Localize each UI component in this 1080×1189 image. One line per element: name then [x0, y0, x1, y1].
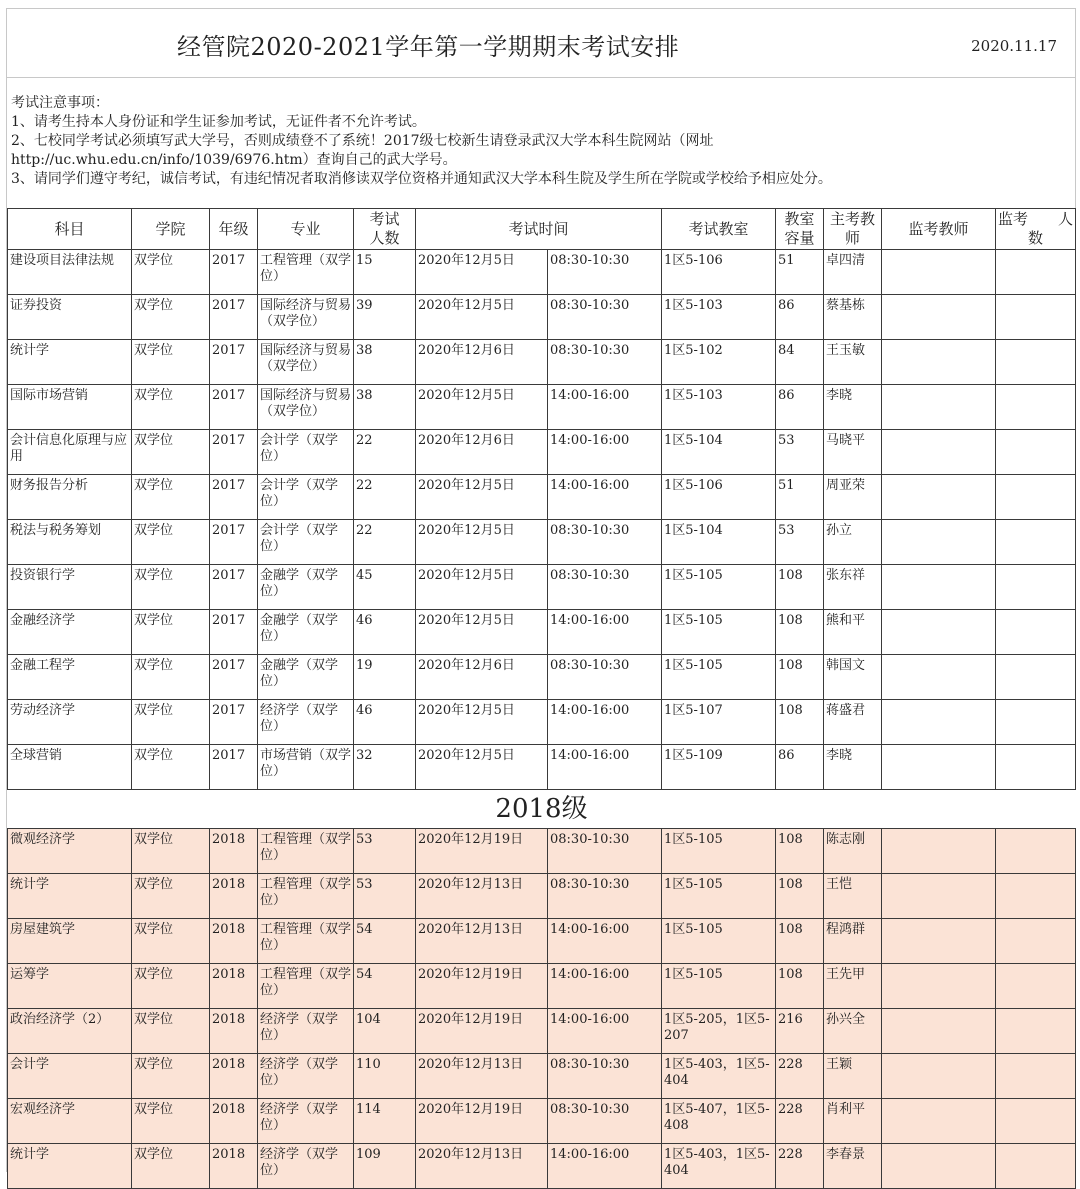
rows-2017 — [8, 250, 1076, 790]
subject-cell: 微观经济学 — [8, 829, 132, 874]
grade-cell: 2017 — [210, 745, 258, 790]
chief-teacher-cell: 韩国文 — [824, 655, 882, 700]
date-cell: 2020年12月19日 — [416, 1099, 548, 1144]
college-cell: 双学位 — [132, 295, 210, 340]
proctor-count-cell — [996, 610, 1076, 655]
proctor-teacher-cell — [882, 295, 996, 340]
count-cell: 53 — [354, 829, 416, 874]
date-cell: 2020年12月6日 — [416, 655, 548, 700]
proctor-count-cell — [996, 829, 1076, 874]
header-cell: 学院 — [132, 209, 210, 250]
table-row — [8, 520, 1076, 565]
room-cell: 1区5-104 — [662, 430, 776, 475]
header-cell: 主考教 师 — [824, 209, 882, 250]
capacity-cell: 53 — [776, 430, 824, 475]
major-cell: 经济学（双学位） — [258, 700, 354, 745]
proctor-count-cell — [996, 340, 1076, 385]
major-cell: 会计学（双学位） — [258, 430, 354, 475]
college-cell: 双学位 — [132, 475, 210, 520]
grade-cell: 2017 — [210, 610, 258, 655]
count-cell: 109 — [354, 1144, 416, 1189]
major-cell: 工程管理（双学位） — [258, 874, 354, 919]
major-cell: 国际经济与贸易（双学位） — [258, 340, 354, 385]
capacity-cell: 108 — [776, 700, 824, 745]
time-cell: 14:00-16:00 — [548, 700, 662, 745]
grade-cell: 2017 — [210, 295, 258, 340]
proctor-teacher-cell — [882, 250, 996, 295]
table-row — [8, 295, 1076, 340]
proctor-count-cell — [996, 1099, 1076, 1144]
subject-cell: 税法与税务筹划 — [8, 520, 132, 565]
proctor-teacher-cell — [882, 1009, 996, 1054]
college-cell: 双学位 — [132, 745, 210, 790]
time-cell: 08:30-10:30 — [548, 874, 662, 919]
major-cell: 经济学（双学位） — [258, 1009, 354, 1054]
college-cell: 双学位 — [132, 1054, 210, 1099]
count-cell: 53 — [354, 874, 416, 919]
table-row — [8, 340, 1076, 385]
major-cell: 会计学（双学位） — [258, 520, 354, 565]
major-cell: 金融学（双学位） — [258, 565, 354, 610]
college-cell: 双学位 — [132, 1099, 210, 1144]
capacity-cell: 108 — [776, 655, 824, 700]
date-cell: 2020年12月5日 — [416, 565, 548, 610]
table-row — [8, 610, 1076, 655]
room-cell: 1区5-105 — [662, 565, 776, 610]
time-cell: 14:00-16:00 — [548, 610, 662, 655]
subject-cell: 统计学 — [8, 1144, 132, 1189]
capacity-cell: 108 — [776, 565, 824, 610]
proctor-teacher-cell — [882, 919, 996, 964]
capacity-cell: 108 — [776, 874, 824, 919]
chief-teacher-cell: 王先甲 — [824, 964, 882, 1009]
room-cell: 1区5-403，1区5-404 — [662, 1144, 776, 1189]
time-cell: 08:30-10:30 — [548, 1099, 662, 1144]
subject-cell: 投资银行学 — [8, 565, 132, 610]
grade-cell: 2017 — [210, 655, 258, 700]
subject-cell: 金融工程学 — [8, 655, 132, 700]
subject-cell: 证券投资 — [8, 295, 132, 340]
date-cell: 2020年12月19日 — [416, 964, 548, 1009]
room-cell: 1区5-107 — [662, 700, 776, 745]
count-cell: 32 — [354, 745, 416, 790]
capacity-cell: 228 — [776, 1144, 824, 1189]
grade-cell: 2017 — [210, 340, 258, 385]
grade-cell: 2017 — [210, 430, 258, 475]
proctor-teacher-cell — [882, 565, 996, 610]
table-row — [8, 700, 1076, 745]
chief-teacher-cell: 张东祥 — [824, 565, 882, 610]
chief-teacher-cell: 李晓 — [824, 745, 882, 790]
capacity-cell: 228 — [776, 1099, 824, 1144]
proctor-count-cell — [996, 430, 1076, 475]
proctor-teacher-cell — [882, 655, 996, 700]
college-cell: 双学位 — [132, 919, 210, 964]
proctor-teacher-cell — [882, 340, 996, 385]
time-cell: 14:00-16:00 — [548, 385, 662, 430]
date-cell: 2020年12月13日 — [416, 1144, 548, 1189]
count-cell: 38 — [354, 340, 416, 385]
table-row — [8, 565, 1076, 610]
date-cell: 2020年12月5日 — [416, 520, 548, 565]
college-cell: 双学位 — [132, 655, 210, 700]
chief-teacher-cell: 熊和平 — [824, 610, 882, 655]
table-row — [8, 964, 1076, 1009]
grade-cell: 2018 — [210, 1099, 258, 1144]
room-cell: 1区5-407，1区5-408 — [662, 1099, 776, 1144]
date-cell: 2020年12月5日 — [416, 250, 548, 295]
capacity-cell: 86 — [776, 745, 824, 790]
header-cell: 科目 — [8, 209, 132, 250]
time-cell: 08:30-10:30 — [548, 340, 662, 385]
time-cell: 08:30-10:30 — [548, 655, 662, 700]
header-cell: 监考教师 — [882, 209, 996, 250]
table-row — [8, 1099, 1076, 1144]
exam-schedule-sheet — [6, 8, 1076, 1178]
proctor-count-cell — [996, 1144, 1076, 1189]
grade-cell: 2018 — [210, 964, 258, 1009]
proctor-count-cell — [996, 1054, 1076, 1099]
capacity-cell: 86 — [776, 385, 824, 430]
time-cell: 08:30-10:30 — [548, 520, 662, 565]
count-cell: 46 — [354, 700, 416, 745]
subject-cell: 统计学 — [8, 874, 132, 919]
grade-cell: 2018 — [210, 1009, 258, 1054]
date-cell: 2020年12月13日 — [416, 1054, 548, 1099]
room-cell: 1区5-109 — [662, 745, 776, 790]
table-row — [8, 1009, 1076, 1054]
chief-teacher-cell: 李春景 — [824, 1144, 882, 1189]
proctor-count-cell — [996, 874, 1076, 919]
grade-cell: 2018 — [210, 874, 258, 919]
time-cell: 08:30-10:30 — [548, 565, 662, 610]
chief-teacher-cell: 蔡基栋 — [824, 295, 882, 340]
college-cell: 双学位 — [132, 430, 210, 475]
proctor-count-cell — [996, 745, 1076, 790]
room-cell: 1区5-205，1区5-207 — [662, 1009, 776, 1054]
time-cell: 14:00-16:00 — [548, 745, 662, 790]
time-cell: 08:30-10:30 — [548, 295, 662, 340]
room-cell: 1区5-105 — [662, 655, 776, 700]
proctor-teacher-cell — [882, 430, 996, 475]
capacity-cell: 108 — [776, 919, 824, 964]
proctor-count-cell — [996, 1009, 1076, 1054]
table-row — [8, 475, 1076, 520]
college-cell: 双学位 — [132, 700, 210, 745]
grade-cell: 2017 — [210, 565, 258, 610]
chief-teacher-cell: 肖利平 — [824, 1099, 882, 1144]
count-cell: 15 — [354, 250, 416, 295]
table-row — [8, 655, 1076, 700]
grade-cell: 2017 — [210, 700, 258, 745]
major-cell: 会计学（双学位） — [258, 475, 354, 520]
proctor-count-cell — [996, 964, 1076, 1009]
grade-cell: 2018 — [210, 829, 258, 874]
time-cell: 14:00-16:00 — [548, 1009, 662, 1054]
header-row — [8, 209, 1076, 250]
rows-2018 — [8, 829, 1076, 1189]
time-cell: 08:30-10:30 — [548, 829, 662, 874]
chief-teacher-cell: 王颖 — [824, 1054, 882, 1099]
proctor-teacher-cell — [882, 745, 996, 790]
count-cell: 45 — [354, 565, 416, 610]
section-2018 — [8, 790, 1076, 829]
date-cell: 2020年12月6日 — [416, 430, 548, 475]
proctor-teacher-cell — [882, 1144, 996, 1189]
room-cell: 1区5-106 — [662, 475, 776, 520]
subject-cell: 房屋建筑学 — [8, 919, 132, 964]
header-cell: 考试时间 — [416, 209, 662, 250]
room-cell: 1区5-105 — [662, 829, 776, 874]
issue-date: 2020.11.17 — [971, 37, 1057, 55]
header-cell: 专业 — [258, 209, 354, 250]
table-row — [8, 919, 1076, 964]
chief-teacher-cell: 马晓平 — [824, 430, 882, 475]
college-cell: 双学位 — [132, 1144, 210, 1189]
subject-cell: 全球营销 — [8, 745, 132, 790]
proctor-teacher-cell — [882, 829, 996, 874]
chief-teacher-cell: 李晓 — [824, 385, 882, 430]
date-cell: 2020年12月5日 — [416, 700, 548, 745]
capacity-cell: 228 — [776, 1054, 824, 1099]
count-cell: 39 — [354, 295, 416, 340]
table-row — [8, 385, 1076, 430]
major-cell: 工程管理（双学位） — [258, 829, 354, 874]
capacity-cell: 108 — [776, 829, 824, 874]
grade-cell: 2017 — [210, 385, 258, 430]
subject-cell: 宏观经济学 — [8, 1099, 132, 1144]
room-cell: 1区5-105 — [662, 610, 776, 655]
proctor-count-cell — [996, 250, 1076, 295]
table-row — [8, 430, 1076, 475]
time-cell: 14:00-16:00 — [548, 1144, 662, 1189]
time-cell: 14:00-16:00 — [548, 430, 662, 475]
subject-cell: 运筹学 — [8, 964, 132, 1009]
capacity-cell: 84 — [776, 340, 824, 385]
table-row — [8, 745, 1076, 790]
proctor-count-cell — [996, 565, 1076, 610]
subject-cell: 政治经济学（2） — [8, 1009, 132, 1054]
major-cell: 工程管理（双学位） — [258, 919, 354, 964]
count-cell: 110 — [354, 1054, 416, 1099]
subject-cell: 会计学 — [8, 1054, 132, 1099]
room-cell: 1区5-103 — [662, 385, 776, 430]
subject-cell: 建设项目法律法规 — [8, 250, 132, 295]
proctor-teacher-cell — [882, 1099, 996, 1144]
header-cell: 监考 人 数 — [996, 209, 1076, 250]
proctor-count-cell — [996, 475, 1076, 520]
college-cell: 双学位 — [132, 340, 210, 385]
chief-teacher-cell: 王恺 — [824, 874, 882, 919]
table-row — [8, 1054, 1076, 1099]
proctor-teacher-cell — [882, 1054, 996, 1099]
date-cell: 2020年12月5日 — [416, 610, 548, 655]
chief-teacher-cell: 王玉敏 — [824, 340, 882, 385]
proctor-teacher-cell — [882, 700, 996, 745]
proctor-count-cell — [996, 385, 1076, 430]
college-cell: 双学位 — [132, 520, 210, 565]
room-cell: 1区5-106 — [662, 250, 776, 295]
subject-cell: 财务报告分析 — [8, 475, 132, 520]
table-row — [8, 829, 1076, 874]
time-cell: 14:00-16:00 — [548, 919, 662, 964]
major-cell: 经济学（双学位） — [258, 1054, 354, 1099]
count-cell: 19 — [354, 655, 416, 700]
grade-cell: 2017 — [210, 475, 258, 520]
room-cell: 1区5-105 — [662, 919, 776, 964]
header-cell: 年级 — [210, 209, 258, 250]
notice-line: 2、七校同学考试必须填写武大学号，否则成绩登不了系统！2017级七校新生请登录武汉大学本科生院网站（网址 — [11, 133, 714, 149]
count-cell: 114 — [354, 1099, 416, 1144]
header-cell: 教室 容量 — [776, 209, 824, 250]
room-cell: 1区5-103 — [662, 295, 776, 340]
section-heading: 2018级 — [8, 790, 1076, 829]
college-cell: 双学位 — [132, 874, 210, 919]
proctor-count-cell — [996, 520, 1076, 565]
chief-teacher-cell: 周亚荣 — [824, 475, 882, 520]
grade-cell: 2018 — [210, 1144, 258, 1189]
college-cell: 双学位 — [132, 250, 210, 295]
notice-line: 1、请考生持本人身份证和学生证参加考试，无证件者不允许考试。 — [11, 114, 426, 130]
schedule-table — [7, 208, 1076, 1189]
count-cell: 54 — [354, 919, 416, 964]
title-row — [7, 8, 1075, 78]
subject-cell: 国际市场营销 — [8, 385, 132, 430]
college-cell: 双学位 — [132, 565, 210, 610]
proctor-count-cell — [996, 655, 1076, 700]
capacity-cell: 86 — [776, 295, 824, 340]
proctor-teacher-cell — [882, 385, 996, 430]
room-cell: 1区5-403，1区5-404 — [662, 1054, 776, 1099]
proctor-count-cell — [996, 295, 1076, 340]
capacity-cell: 53 — [776, 520, 824, 565]
major-cell: 市场营销（双学位） — [258, 745, 354, 790]
count-cell: 22 — [354, 430, 416, 475]
major-cell: 国际经济与贸易（双学位） — [258, 385, 354, 430]
grade-cell: 2018 — [210, 919, 258, 964]
count-cell: 104 — [354, 1009, 416, 1054]
major-cell: 金融学（双学位） — [258, 610, 354, 655]
capacity-cell: 216 — [776, 1009, 824, 1054]
subject-cell: 会计信息化原理与应用 — [8, 430, 132, 475]
count-cell: 54 — [354, 964, 416, 1009]
room-cell: 1区5-105 — [662, 874, 776, 919]
time-cell: 14:00-16:00 — [548, 475, 662, 520]
chief-teacher-cell: 陈志刚 — [824, 829, 882, 874]
date-cell: 2020年12月5日 — [416, 745, 548, 790]
notice-heading: 考试注意事项： — [11, 95, 109, 111]
major-cell: 国际经济与贸易（双学位） — [258, 295, 354, 340]
grade-cell: 2017 — [210, 250, 258, 295]
capacity-cell: 108 — [776, 964, 824, 1009]
college-cell: 双学位 — [132, 385, 210, 430]
chief-teacher-cell: 程鸿群 — [824, 919, 882, 964]
table-row — [8, 1144, 1076, 1189]
major-cell: 工程管理（双学位） — [258, 964, 354, 1009]
capacity-cell: 51 — [776, 250, 824, 295]
capacity-cell: 108 — [776, 610, 824, 655]
college-cell: 双学位 — [132, 964, 210, 1009]
page-title: 经管院2020-2021学年第一学期期末考试安排 — [177, 33, 680, 61]
room-cell: 1区5-104 — [662, 520, 776, 565]
table-row — [8, 874, 1076, 919]
time-cell: 14:00-16:00 — [548, 964, 662, 1009]
room-cell: 1区5-102 — [662, 340, 776, 385]
count-cell: 46 — [354, 610, 416, 655]
date-cell: 2020年12月5日 — [416, 385, 548, 430]
subject-cell: 金融经济学 — [8, 610, 132, 655]
capacity-cell: 51 — [776, 475, 824, 520]
table-row — [8, 250, 1076, 295]
header-cell: 考试教室 — [662, 209, 776, 250]
time-cell: 08:30-10:30 — [548, 250, 662, 295]
exam-notice — [7, 78, 1075, 208]
notice-line: http://uc.whu.edu.cn/info/1039/6976.htm）查询自己的武大学号。 — [11, 152, 457, 168]
date-cell: 2020年12月5日 — [416, 475, 548, 520]
notice-line: 3、请同学们遵守考纪，诚信考试，有违纪情况者取消修读双学位资格并通知武汉大学本科生院及学生所在学院或学校给予相应处分。 — [11, 171, 832, 187]
chief-teacher-cell: 卓四清 — [824, 250, 882, 295]
chief-teacher-cell: 孙立 — [824, 520, 882, 565]
room-cell: 1区5-105 — [662, 964, 776, 1009]
header-cell: 考试 人数 — [354, 209, 416, 250]
count-cell: 22 — [354, 520, 416, 565]
date-cell: 2020年12月19日 — [416, 1009, 548, 1054]
date-cell: 2020年12月13日 — [416, 919, 548, 964]
proctor-teacher-cell — [882, 874, 996, 919]
college-cell: 双学位 — [132, 1009, 210, 1054]
major-cell: 经济学（双学位） — [258, 1144, 354, 1189]
count-cell: 22 — [354, 475, 416, 520]
college-cell: 双学位 — [132, 610, 210, 655]
chief-teacher-cell: 孙兴全 — [824, 1009, 882, 1054]
count-cell: 38 — [354, 385, 416, 430]
major-cell: 经济学（双学位） — [258, 1099, 354, 1144]
grade-cell: 2017 — [210, 520, 258, 565]
proctor-teacher-cell — [882, 610, 996, 655]
major-cell: 金融学（双学位） — [258, 655, 354, 700]
chief-teacher-cell: 蒋盛君 — [824, 700, 882, 745]
subject-cell: 劳动经济学 — [8, 700, 132, 745]
subject-cell: 统计学 — [8, 340, 132, 385]
date-cell: 2020年12月13日 — [416, 874, 548, 919]
college-cell: 双学位 — [132, 829, 210, 874]
date-cell: 2020年12月19日 — [416, 829, 548, 874]
proctor-teacher-cell — [882, 475, 996, 520]
date-cell: 2020年12月5日 — [416, 295, 548, 340]
major-cell: 工程管理（双学位） — [258, 250, 354, 295]
time-cell: 08:30-10:30 — [548, 1054, 662, 1099]
proctor-count-cell — [996, 919, 1076, 964]
date-cell: 2020年12月6日 — [416, 340, 548, 385]
proctor-teacher-cell — [882, 520, 996, 565]
proctor-count-cell — [996, 700, 1076, 745]
proctor-teacher-cell — [882, 964, 996, 1009]
grade-cell: 2018 — [210, 1054, 258, 1099]
